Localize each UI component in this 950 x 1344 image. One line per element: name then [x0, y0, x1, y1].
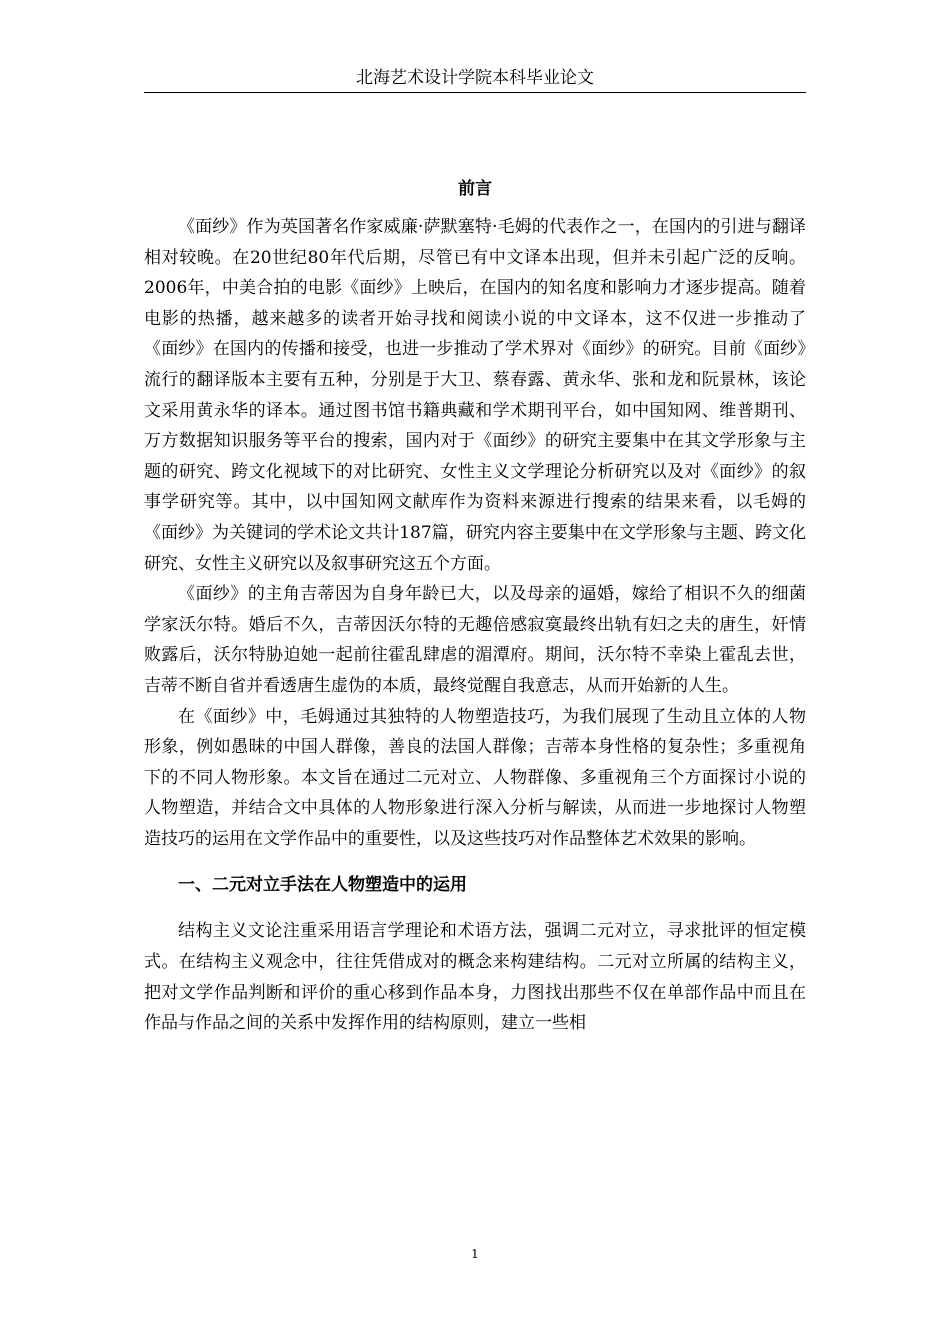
- section-1-paragraph-1: 结构主义文论注重采用语言学理论和术语方法，强调二元对立，寻求批评的恒定模式。在结构主义观念中，往往凭借成对的概念来构建结构。二元对立所属的结构主义，把对文学作品判断和评价的重心移到作品本身，力图找出那些不仅在单部作品中而且在作品与作品之间的关系中发挥作用的结构原则，建立一些相: [144, 921, 806, 1034]
- header-title: 北海艺术设计学院本科毕业论文: [356, 68, 594, 88]
- section-1-heading: 一、二元对立手法在人物塑造中的运用: [178, 875, 467, 896]
- preface-paragraph-3: 在《面纱》中，毛姆通过其独特的人物塑造技巧，为我们展现了生动且立体的人物形象，例如愚昧的中国人群像，善良的法国人群像；吉蒂本身性格的复杂性；多重视角下的不同人物形象。本文旨在通过二元对立、人物群像、多重视角三个方面探讨小说的人物塑造，并结合文中具体的人物形象进行深入分析与解读，从而进一步地探讨人物塑造技巧的运用在文学作品中的重要性，以及这些技巧对作品整体艺术效果的影响。: [144, 706, 806, 849]
- page-number: 1: [471, 1247, 479, 1261]
- preface-title: 前言: [458, 179, 492, 199]
- page-content: [144, 174, 806, 1039]
- preface-paragraph-2: 《面纱》的主角吉蒂因为自身年龄已大，以及母亲的逼婚，嫁给了相识不久的细菌学家沃尔特。婚后不久，吉蒂因沃尔特的无趣倍感寂寞最终出轨有妇之夫的唐生，奸情败露后，沃尔特胁迫她一起前往霍乱肆虐的湄潭府。期间，沃尔特不幸染上霍乱去世，吉蒂不断自省并看透唐生虚伪的本质，最终觉醒自我意志，从而开始新的人生。: [144, 584, 806, 696]
- page-header: [144, 68, 806, 93]
- preface-paragraph-1: 《面纱》作为英国著名作家威廉·萨默塞特·毛姆的代表作之一，在国内的引进与翻译相对较晚。在20世纪80年代后期，尽管已有中文译本出现，但并未引起广泛的反响。2006年，中美合拍的电影《面纱》上映后，在国内的知名度和影响力才逐步提高。随着电影的热播，越来越多的读者开始寻找和阅读小说的中文译本，这不仅进一步推动了《面纱》在国内的传播和接受，也进一步推动了学术界对《面纱》的研究。目前《面纱》流行的翻译版本主要有五种，分别是于大卫、蔡春露、黄永华、张和龙和阮景林，该论文采用黄永华的译本。通过图书馆书籍典藏和学术期刊平台，如中国知网、维普期刊、万方数据知识服务等平台的搜索，国内对于《面纱》的研究主要集中在其文学形象与主题的研究、跨文化视域下的对比研究、女性主义文学理论分析研究以及对《面纱》的叙事学研究等。其中，以中国知网文献库作为资料来源进行搜索的结果来看，以毛姆的《面纱》为关键词的学术论文共计187篇，研究内容主要集中在文学形象与主题、跨文化研究、女性主义研究以及叙事研究这五个方面。: [144, 217, 806, 574]
